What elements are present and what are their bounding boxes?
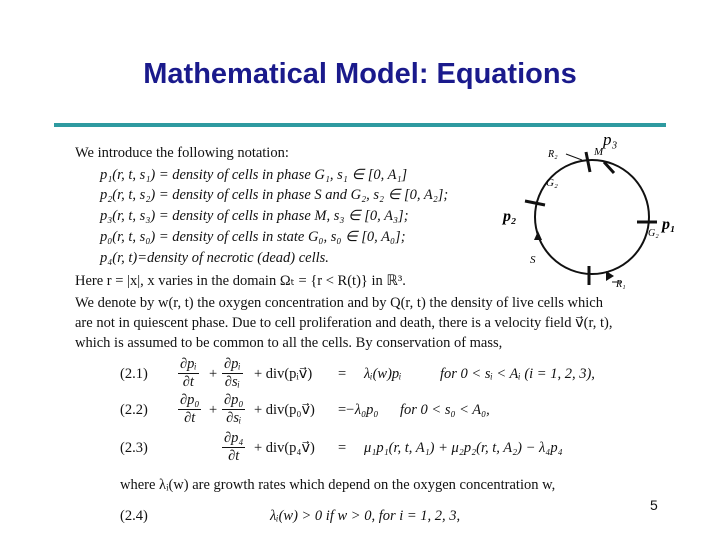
notation-line-1: p₁(r, t, s₁) = density of cells in phase G₁, s₁ ∈ [0, A₁] [100, 167, 408, 183]
eq-2-2-plus: + [209, 402, 218, 418]
label-g2-top: G₂ [546, 177, 558, 189]
eq-label-2-2: (2.2) [120, 402, 148, 418]
eq-2-3-equals: = [338, 440, 347, 456]
eq-2-1-rhs: λᵢ(w)pᵢ [364, 366, 402, 382]
eq-2-1-div: + div(pᵢv⃗) [254, 366, 313, 382]
eq-2-1-cond: for 0 < sᵢ < Aᵢ (i = 1, 2, 3), [440, 366, 595, 382]
notation-line-3: p₃(r, t, s₃) = density of cells in phase M, s₃ ∈ [0, A₃]; [100, 208, 409, 224]
leader-r2 [566, 154, 582, 160]
eq-2-1-frac-t: $\frac{\text{∂pᵢ}}{\partial t}$ [180, 356, 197, 390]
label-r2: R₂ [548, 149, 558, 160]
slide-title: Mathematical Model: Equations [143, 58, 577, 90]
page-number: 5 [650, 497, 658, 513]
eq-2-3-div: + div(p₄v⃗) [254, 440, 315, 456]
arrow-bottom [606, 271, 614, 281]
label-g2-right: G₂ [648, 228, 659, 239]
domain-line: Here r = |x|, x varies in the domain Ωₜ = {r < R(t)} in ℝ³. [75, 273, 406, 289]
eq-2-2-equals: = [338, 402, 347, 418]
label-m: M [594, 146, 604, 158]
label-p1: p₁ [662, 216, 676, 233]
paragraph-line-3: which is assumed to be common to all the cells. By conservation of mass, [75, 335, 503, 351]
label-r1: R₁ [616, 279, 626, 290]
eq-2-4-body: λᵢ(w) > 0 if w > 0, for i = 1, 2, 3, [270, 508, 461, 524]
label-s: S [530, 254, 536, 266]
eq-2-1-plus: + [209, 366, 218, 382]
label-p3: p₃ [603, 130, 618, 149]
eq-label-2-1: (2.1) [120, 366, 148, 382]
eq-label-2-3: (2.3) [120, 440, 148, 456]
label-p2: p₂ [503, 208, 517, 225]
eq-2-1-frac-s: $\frac{\text{∂pᵢ}}{\text{∂sᵢ}}$ [224, 356, 241, 390]
arrow-left [534, 231, 542, 240]
eq-2-2-rhs: −λ₀p₀ [345, 402, 379, 418]
notation-line-2: p₂(r, t, s₂) = density of cells in phase S and G₂, s₂ ∈ [0, A₂]; [100, 187, 449, 203]
eq-2-3-rhs: μ₁p₁(r, t, A₁) + μ₂p₂(r, t, A₂) − λ₄p₄ [364, 440, 563, 456]
eq-2-2-cond: for 0 < s₀ < A₀, [400, 402, 490, 418]
eq-2-1-equals: = [338, 366, 347, 382]
paragraph-line-2: are not in quiescent phase. Due to cell proliferation and death, there is a velocity field v⃗(r, t), [75, 315, 613, 331]
notation-line-4: p₀(r, t, s₀) = density of cells in state G₀, s₀ ∈ [0, A₀]; [100, 229, 406, 245]
eq-2-3-frac-t: $\frac{\text{∂p₄}}{\partial t}$ [224, 430, 244, 464]
eq-label-2-4: (2.4) [120, 508, 148, 524]
eq-2-2-frac-s: $\frac{\text{∂p₀}}{\text{∂sᵢ}}$ [224, 392, 244, 426]
paragraph-line-1: We denote by w(r, t) the oxygen concentration and by Q(r, t) the density of live cells which [75, 295, 603, 311]
tick-left [525, 201, 545, 205]
eq-2-2-div: + div(p₀v⃗) [254, 402, 315, 418]
intro-text: We introduce the following notation: [75, 145, 289, 161]
notation-line-5: p₄(r, t)=density of necrotic (dead) cells. [100, 250, 329, 266]
tick-top [586, 152, 590, 172]
eq-2-2-frac-t: $\frac{\text{∂p₀}}{\partial t}$ [180, 392, 200, 426]
where-line: where λᵢ(w) are growth rates which depend on the oxygen concentration w, [120, 477, 556, 493]
